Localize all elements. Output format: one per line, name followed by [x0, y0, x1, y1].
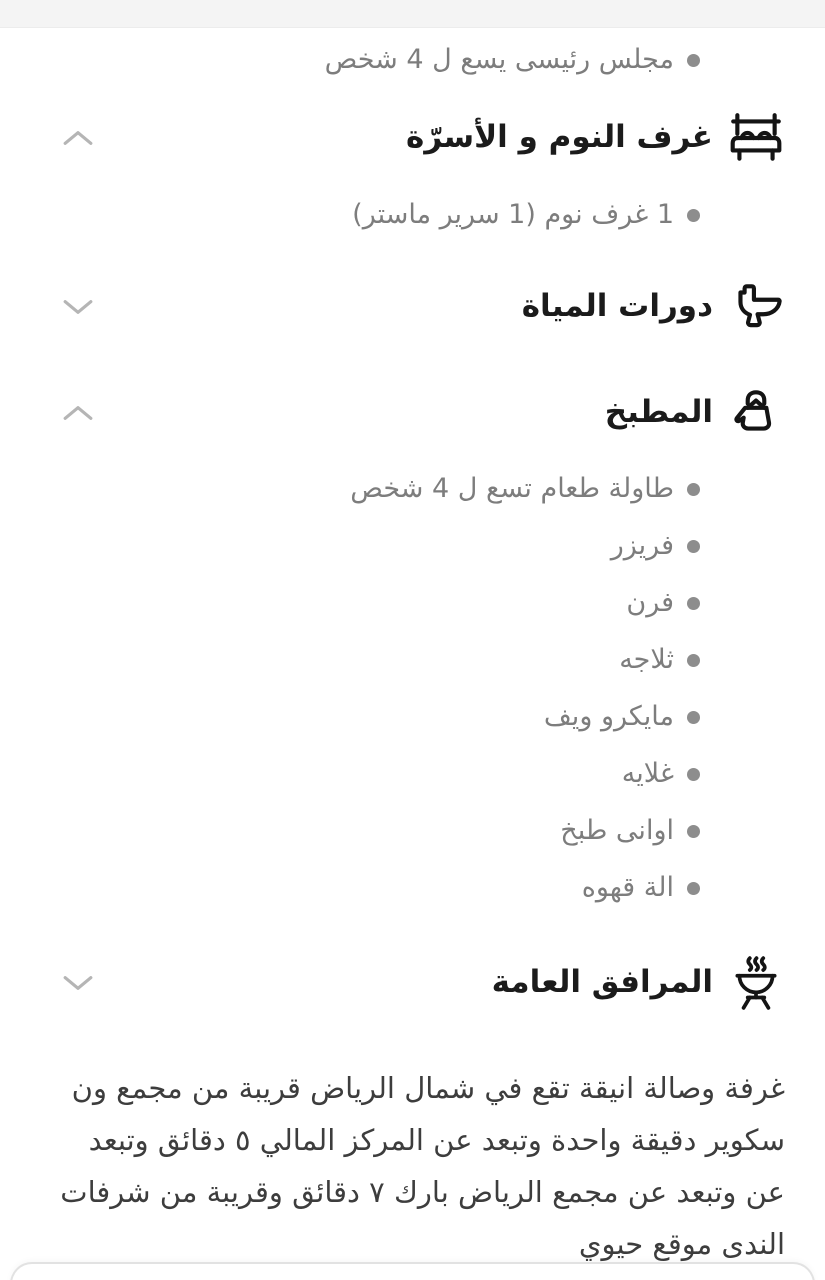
bullet-icon: [687, 882, 700, 895]
bullet-icon: [687, 483, 700, 496]
list-item: [56, 754, 700, 794]
list-item-label: الة قهوه: [581, 872, 674, 903]
toilet-icon: [723, 278, 785, 336]
kettle-icon: [723, 384, 785, 442]
list-item: [56, 811, 700, 851]
bottom-card-edge: [10, 1262, 815, 1280]
list-item-label: 1 غرف نوم (1 سرير ماستر): [352, 199, 674, 230]
list-item-label: مجلس رئيسى يسع ل 4 شخص: [324, 44, 674, 75]
list-item-label: غلايه: [621, 758, 674, 789]
section-header-main: [406, 112, 785, 164]
section-header-main: [605, 384, 785, 442]
bullet-icon: [687, 768, 700, 781]
list-item: [56, 583, 700, 623]
amenities-content: [0, 28, 825, 1270]
section-header-kitchen[interactable]: [56, 384, 785, 442]
list-item: [56, 640, 700, 680]
section-header-main: [522, 278, 785, 336]
bullet-icon: [687, 597, 700, 610]
list-item: [56, 469, 700, 509]
list-item: [56, 697, 700, 737]
bullet-icon: [687, 654, 700, 667]
bullet-icon: [687, 825, 700, 838]
list-item-label: طاولة طعام تسع ل 4 شخص: [350, 473, 674, 504]
section-title: المرافق العامة: [491, 964, 713, 1001]
list-item-label: ثلاجه: [619, 644, 674, 675]
section-title: دورات المياة: [521, 288, 713, 325]
top-strip: [0, 0, 825, 28]
property-description: غرفة وصالة انيقة تقع في شمال الرياض قريبة من مجمع ون سكوير دقيقة واحدة وتبعد عن المركز المالي ٥ دقائق وتبعد عن وتبعد عن مجمع الرياض بارك ٧ دقائق وقريبة من شرفات الندى موقع حيوي: [60, 1071, 785, 1261]
list-item-label: فرن: [626, 587, 674, 618]
section-header-bathrooms[interactable]: [56, 278, 785, 336]
bullet-icon: [687, 54, 700, 67]
chevron-up-icon[interactable]: [56, 398, 100, 428]
section-title: المطبخ: [604, 394, 713, 431]
bullet-icon: [687, 209, 700, 222]
list-item: [56, 28, 700, 80]
list-item-label: اوانى طبخ: [560, 815, 674, 846]
list-item-label: مايكرو ويف: [543, 701, 674, 732]
section-header-amenities[interactable]: [56, 954, 785, 1012]
bed-icon: [723, 112, 785, 164]
section-header-main: [492, 954, 785, 1012]
section-title: غرف النوم و الأسرّة: [406, 119, 713, 156]
list-item-label: فريزر: [610, 530, 674, 561]
bullet-icon: [687, 540, 700, 553]
chevron-down-icon[interactable]: [56, 292, 100, 322]
list-item: [56, 868, 700, 908]
section-header-bedrooms[interactable]: [56, 112, 785, 164]
bullet-icon: [687, 711, 700, 724]
chevron-up-icon[interactable]: [56, 123, 100, 153]
list-item: [56, 526, 700, 566]
grill-icon: [723, 954, 785, 1012]
list-item: [56, 195, 700, 235]
chevron-down-icon[interactable]: [56, 968, 100, 998]
